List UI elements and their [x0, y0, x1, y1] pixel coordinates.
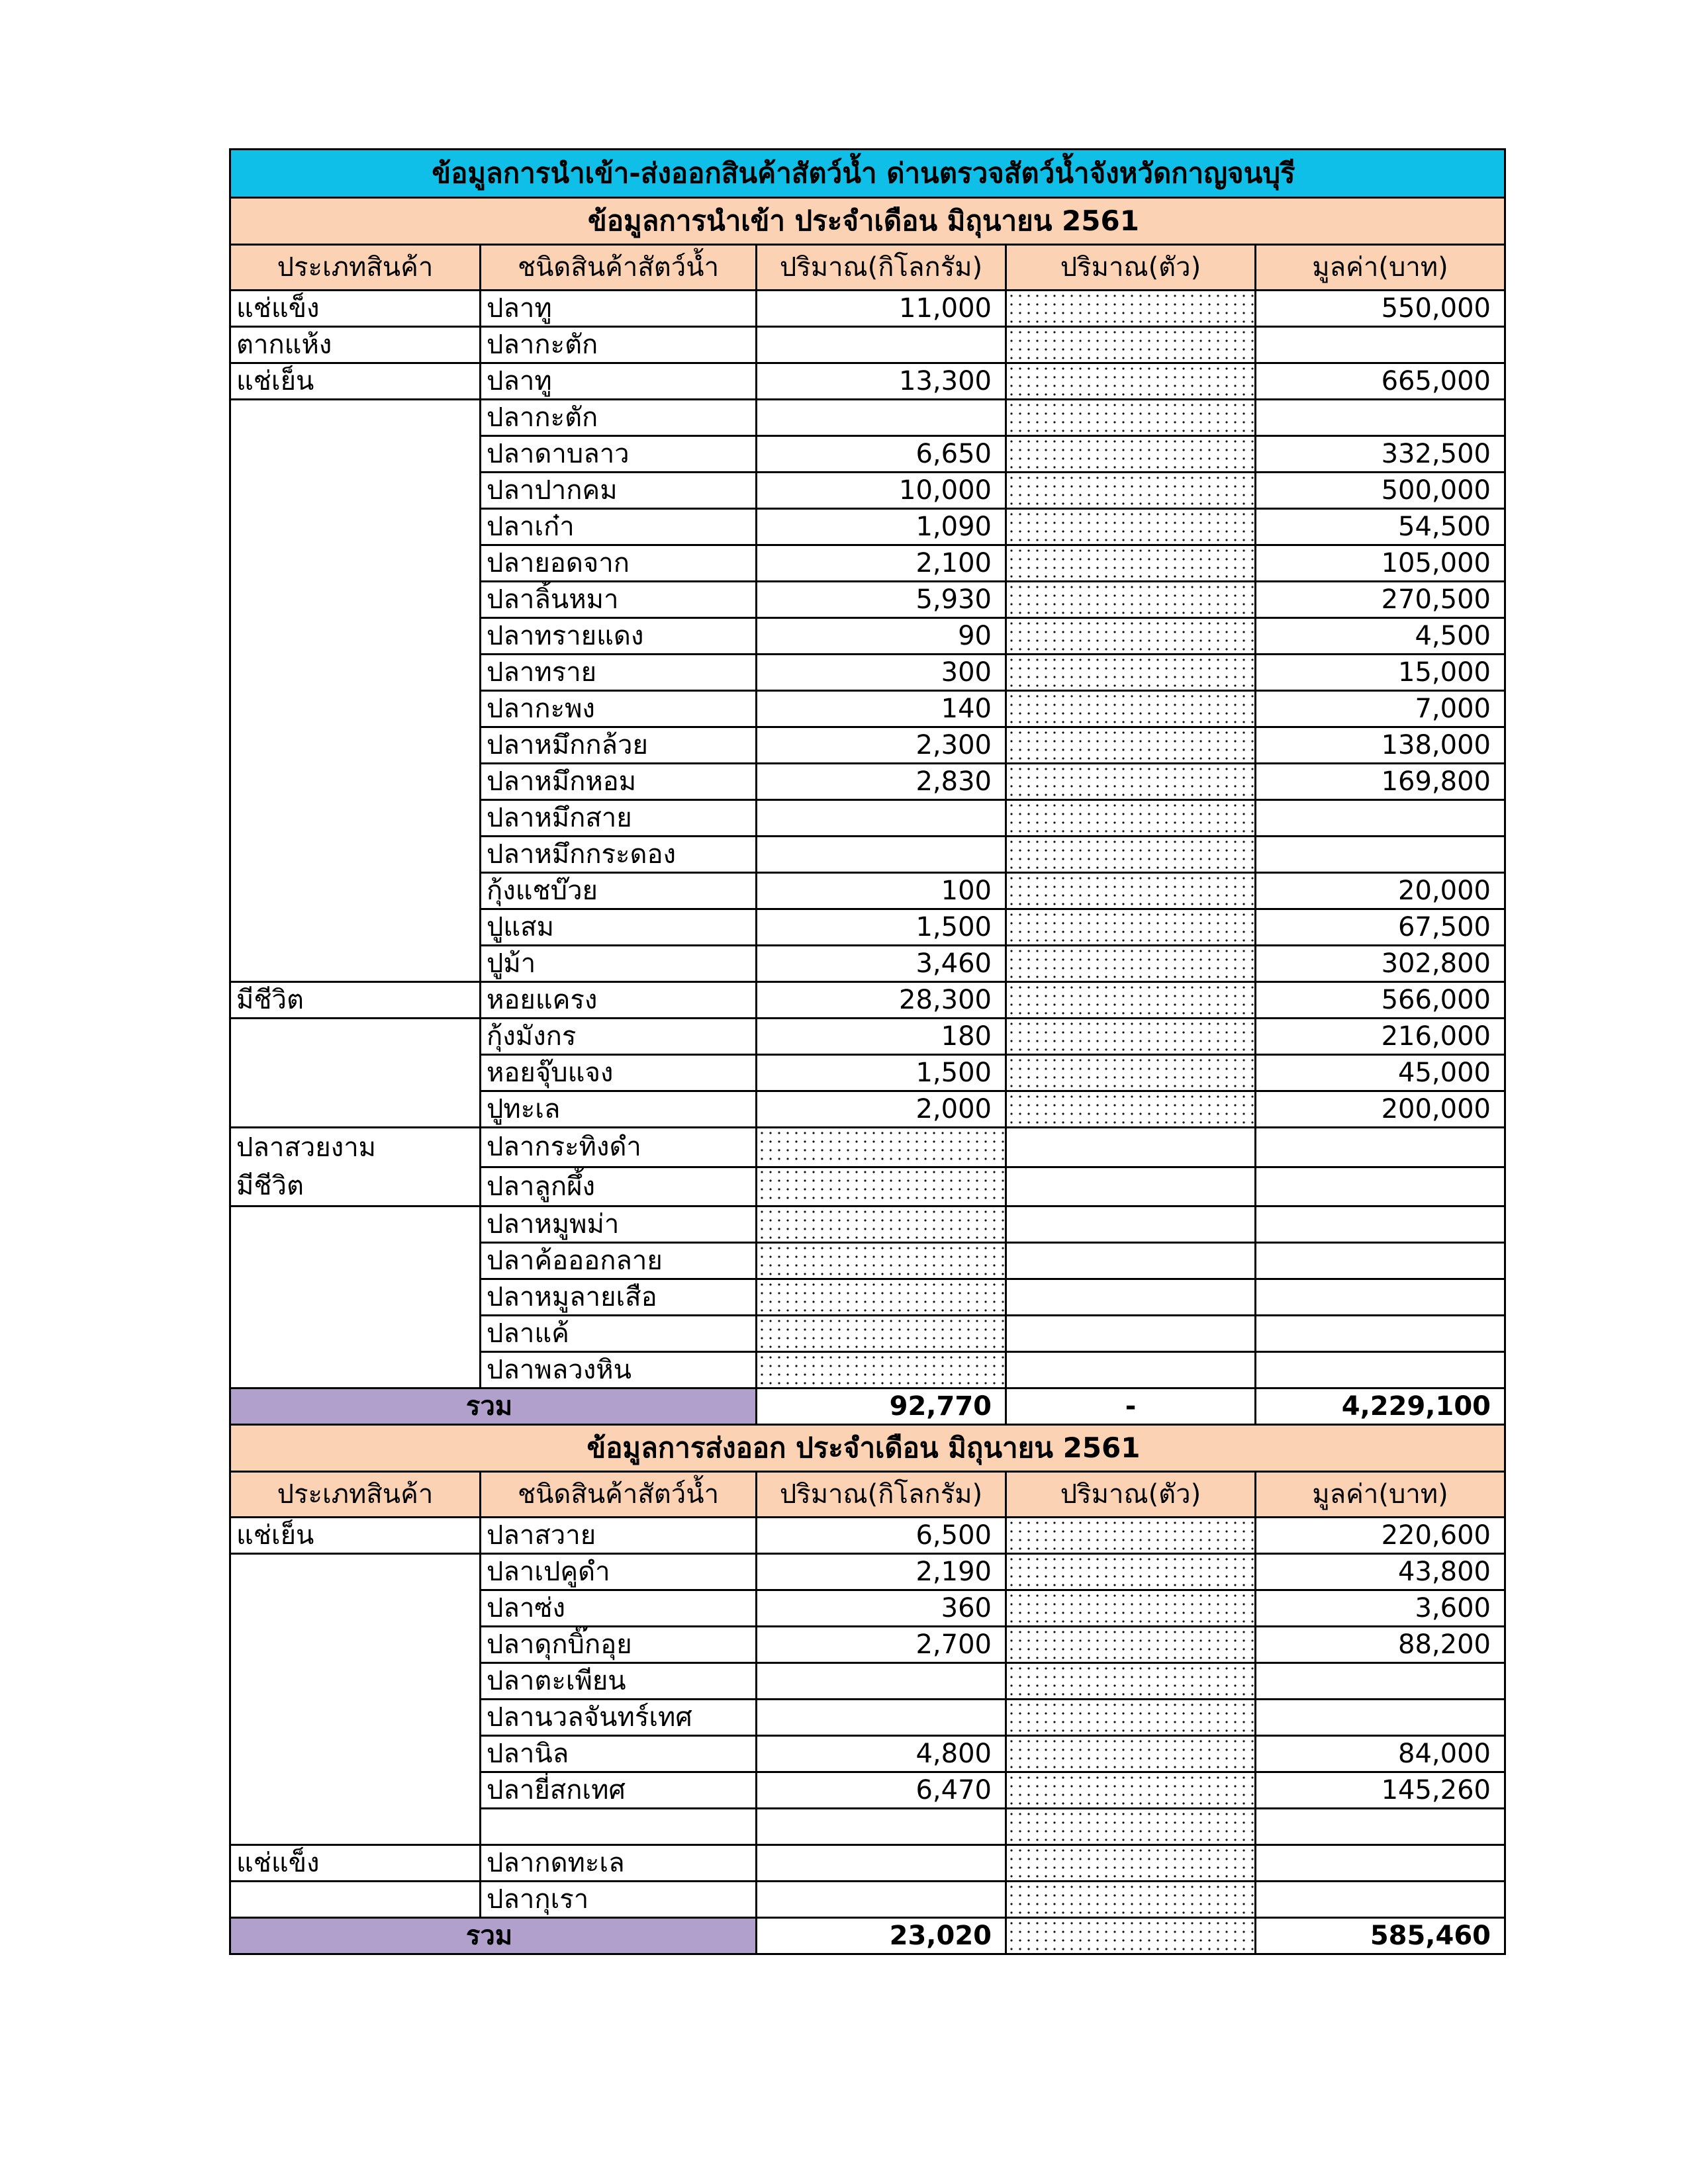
import-column-header-4: ปริมาณ(ตัว)	[1006, 245, 1256, 291]
export-product-name: ปลานิล	[481, 1736, 757, 1772]
import-quantity-pieces-shaded	[1006, 982, 1256, 1019]
export-category-cell: แช่แข็ง	[230, 1845, 481, 1882]
export-column-header-5: มูลค่า(บาท)	[1256, 1472, 1505, 1518]
export-value-baht: 88,200	[1256, 1627, 1505, 1663]
import-value-baht: 566,000	[1256, 982, 1505, 1019]
export-product-name: ปลาสวาย	[481, 1518, 757, 1554]
import-quantity-pieces-shaded	[1006, 545, 1256, 582]
import-quantity-kg: 180	[757, 1019, 1006, 1055]
export-total-kg: 23,020	[757, 1918, 1006, 1954]
import-total-pieces: -	[1006, 1388, 1256, 1425]
import-quantity-kg	[757, 800, 1006, 837]
import-product-name: ปลากะตัก	[481, 327, 757, 363]
import-category-cell	[230, 400, 481, 982]
import-quantity-pieces-shaded	[1006, 727, 1256, 764]
import-product-name: ปลาแค้	[481, 1316, 757, 1352]
export-product-name: ปลาตะเพียน	[481, 1663, 757, 1700]
import-value-baht	[1256, 1206, 1505, 1243]
report-sheet	[229, 148, 1504, 1955]
import-total-label: รวม	[230, 1388, 757, 1425]
import-value-baht	[1256, 1316, 1505, 1352]
import-section-row	[230, 198, 1505, 245]
export-quantity-kg	[757, 1700, 1006, 1736]
import-value-baht: 550,000	[1256, 291, 1505, 327]
export-quantity-pieces-shaded	[1006, 1772, 1256, 1809]
import-product-name: ปูแสม	[481, 909, 757, 946]
export-product-name: ปลาดุกบิ๊กอุย	[481, 1627, 757, 1663]
import-value-baht	[1256, 400, 1505, 436]
import-quantity-kg-shaded	[757, 1243, 1006, 1279]
export-quantity-pieces-shaded	[1006, 1736, 1256, 1772]
export-quantity-pieces-shaded	[1006, 1627, 1256, 1663]
import-value-baht: 45,000	[1256, 1055, 1505, 1091]
import-quantity-pieces-shaded	[1006, 909, 1256, 946]
export-product-name: ปลาซ่ง	[481, 1590, 757, 1627]
import-product-name: ปลากะพง	[481, 691, 757, 727]
import-quantity-kg-shaded	[757, 1352, 1006, 1388]
import-product-name: ปลาทู	[481, 291, 757, 327]
import-product-name: ปลาหมึกสาย	[481, 800, 757, 837]
import-quantity-pieces	[1006, 1243, 1256, 1279]
import-quantity-pieces-shaded	[1006, 473, 1256, 509]
export-total-value: 585,460	[1256, 1918, 1505, 1954]
import-header-row	[230, 245, 1505, 291]
import-product-name: ปูม้า	[481, 946, 757, 982]
import-value-baht: 665,000	[1256, 363, 1505, 400]
export-quantity-pieces-shaded	[1006, 1554, 1256, 1590]
import-column-header-1: ประเภทสินค้า	[230, 245, 481, 291]
import-quantity-pieces	[1006, 1352, 1256, 1388]
import-section-title: ข้อมูลการนำเข้า ประจำเดือน มิถุนายน 2561	[230, 198, 1505, 245]
export-section-title: ข้อมูลการส่งออก ประจำเดือน มิถุนายน 2561	[230, 1425, 1505, 1472]
import-product-name: ปลาหมูลายเสือ	[481, 1279, 757, 1316]
import-table-row	[230, 1019, 1505, 1055]
import-value-baht: 302,800	[1256, 946, 1505, 982]
import-quantity-pieces	[1006, 1167, 1256, 1206]
import-category-cell: แช่เย็น	[230, 363, 481, 400]
export-quantity-kg: 360	[757, 1590, 1006, 1627]
import-value-baht: 500,000	[1256, 473, 1505, 509]
import-product-name: ปลาลิ้นหมา	[481, 582, 757, 618]
report-table	[229, 148, 1506, 1955]
import-quantity-pieces-shaded	[1006, 1019, 1256, 1055]
export-product-name	[481, 1809, 757, 1845]
export-value-baht: 145,260	[1256, 1772, 1505, 1809]
import-quantity-kg: 6,650	[757, 436, 1006, 473]
import-quantity-pieces	[1006, 1128, 1256, 1167]
import-product-name: ปลาทู	[481, 363, 757, 400]
export-total-label: รวม	[230, 1918, 757, 1954]
import-value-baht: 169,800	[1256, 764, 1505, 800]
import-quantity-pieces	[1006, 1316, 1256, 1352]
import-quantity-pieces-shaded	[1006, 400, 1256, 436]
import-ornamental-row	[230, 1206, 1505, 1243]
export-value-baht: 3,600	[1256, 1590, 1505, 1627]
import-category-cell	[230, 1019, 481, 1128]
import-quantity-kg	[757, 400, 1006, 436]
export-value-baht: 43,800	[1256, 1554, 1505, 1590]
export-quantity-kg	[757, 1663, 1006, 1700]
import-product-name: ปลากระทิงดำ	[481, 1128, 757, 1167]
import-quantity-kg: 28,300	[757, 982, 1006, 1019]
import-value-baht	[1256, 1279, 1505, 1316]
export-column-header-1: ประเภทสินค้า	[230, 1472, 481, 1518]
export-quantity-kg	[757, 1845, 1006, 1882]
import-product-name: ปลาหมูพม่า	[481, 1206, 757, 1243]
export-category-cell	[230, 1554, 481, 1845]
export-value-baht	[1256, 1882, 1505, 1918]
import-table-row	[230, 363, 1505, 400]
import-value-baht: 138,000	[1256, 727, 1505, 764]
export-value-baht	[1256, 1663, 1505, 1700]
import-quantity-kg: 11,000	[757, 291, 1006, 327]
import-value-baht: 332,500	[1256, 436, 1505, 473]
import-quantity-pieces	[1006, 1279, 1256, 1316]
export-table-row	[230, 1554, 1505, 1590]
import-quantity-pieces-shaded	[1006, 946, 1256, 982]
import-quantity-kg: 2,000	[757, 1091, 1006, 1128]
export-table-row	[230, 1518, 1505, 1554]
export-column-header-4: ปริมาณ(ตัว)	[1006, 1472, 1256, 1518]
import-quantity-pieces-shaded	[1006, 363, 1256, 400]
import-quantity-kg: 90	[757, 618, 1006, 655]
import-column-header-3: ปริมาณ(กิโลกรัม)	[757, 245, 1006, 291]
export-category-cell: แช่เย็น	[230, 1518, 481, 1554]
export-column-header-3: ปริมาณ(กิโลกรัม)	[757, 1472, 1006, 1518]
import-quantity-kg-shaded	[757, 1316, 1006, 1352]
import-quantity-kg-shaded	[757, 1167, 1006, 1206]
import-category-cell	[230, 1206, 481, 1388]
import-quantity-pieces	[1006, 1206, 1256, 1243]
import-quantity-kg: 13,300	[757, 363, 1006, 400]
import-value-baht	[1256, 800, 1505, 837]
import-total-kg: 92,770	[757, 1388, 1006, 1425]
import-quantity-pieces-shaded	[1006, 1055, 1256, 1091]
import-value-baht: 7,000	[1256, 691, 1505, 727]
import-value-baht: 15,000	[1256, 655, 1505, 691]
import-table-row	[230, 982, 1505, 1019]
import-quantity-kg: 1,500	[757, 909, 1006, 946]
export-section-row	[230, 1425, 1505, 1472]
import-value-baht	[1256, 1352, 1505, 1388]
import-product-name: หอยจุ๊บแจง	[481, 1055, 757, 1091]
import-category-cell: มีชีวิต	[230, 982, 481, 1019]
import-table-row	[230, 291, 1505, 327]
import-product-name: ปลาหมึกหอม	[481, 764, 757, 800]
import-category-ornamental: ปลาสวยงาม มีชีวิต	[230, 1128, 481, 1206]
export-table-row	[230, 1882, 1505, 1918]
import-value-baht: 216,000	[1256, 1019, 1505, 1055]
export-quantity-pieces-shaded	[1006, 1845, 1256, 1882]
export-quantity-pieces-shaded	[1006, 1590, 1256, 1627]
import-table-row	[230, 327, 1505, 363]
import-quantity-pieces-shaded	[1006, 873, 1256, 909]
export-quantity-kg: 6,470	[757, 1772, 1006, 1809]
import-quantity-kg-shaded	[757, 1128, 1006, 1167]
export-product-name: ปลานวลจันทร์เทศ	[481, 1700, 757, 1736]
import-quantity-kg: 2,830	[757, 764, 1006, 800]
import-quantity-kg: 140	[757, 691, 1006, 727]
import-quantity-kg: 5,930	[757, 582, 1006, 618]
import-product-name: ปูทะเล	[481, 1091, 757, 1128]
import-quantity-kg	[757, 837, 1006, 873]
export-value-baht	[1256, 1809, 1505, 1845]
import-product-name: ปลาดาบลาว	[481, 436, 757, 473]
import-quantity-pieces-shaded	[1006, 1091, 1256, 1128]
import-quantity-pieces-shaded	[1006, 291, 1256, 327]
import-value-baht: 4,500	[1256, 618, 1505, 655]
export-product-name: ปลากุเรา	[481, 1882, 757, 1918]
export-total-pieces-shaded	[1006, 1918, 1256, 1954]
import-category-cell: ตากแห้ง	[230, 327, 481, 363]
import-value-baht	[1256, 1128, 1505, 1167]
export-quantity-kg: 6,500	[757, 1518, 1006, 1554]
import-quantity-pieces-shaded	[1006, 691, 1256, 727]
import-quantity-kg	[757, 327, 1006, 363]
import-quantity-pieces-shaded	[1006, 436, 1256, 473]
export-value-baht	[1256, 1700, 1505, 1736]
export-product-name: ปลายี่สกเทศ	[481, 1772, 757, 1809]
import-product-name: หอยแครง	[481, 982, 757, 1019]
import-quantity-kg: 2,300	[757, 727, 1006, 764]
import-product-name: กุ้งแชบ๊วย	[481, 873, 757, 909]
import-quantity-kg: 1,500	[757, 1055, 1006, 1091]
export-quantity-pieces-shaded	[1006, 1882, 1256, 1918]
import-product-name: ปลาลูกผึ้ง	[481, 1167, 757, 1206]
import-product-name: ปลาทรายแดง	[481, 618, 757, 655]
export-quantity-pieces-shaded	[1006, 1518, 1256, 1554]
export-category-cell	[230, 1882, 481, 1918]
import-product-name: ปลาทราย	[481, 655, 757, 691]
import-product-name: ปลาพลวงหิน	[481, 1352, 757, 1388]
import-value-baht	[1256, 327, 1505, 363]
import-value-baht: 67,500	[1256, 909, 1505, 946]
import-product-name: ปลายอดจาก	[481, 545, 757, 582]
import-quantity-pieces-shaded	[1006, 837, 1256, 873]
import-value-baht: 105,000	[1256, 545, 1505, 582]
report-table-body	[230, 150, 1505, 1954]
import-quantity-pieces-shaded	[1006, 327, 1256, 363]
import-value-baht: 54,500	[1256, 509, 1505, 545]
export-table-row	[230, 1845, 1505, 1882]
import-value-baht	[1256, 1243, 1505, 1279]
import-value-baht	[1256, 837, 1505, 873]
import-total-row	[230, 1388, 1505, 1425]
export-quantity-pieces-shaded	[1006, 1700, 1256, 1736]
import-product-name: ปลาหมึกกล้วย	[481, 727, 757, 764]
import-value-baht: 200,000	[1256, 1091, 1505, 1128]
import-value-baht	[1256, 1167, 1505, 1206]
export-quantity-pieces-shaded	[1006, 1663, 1256, 1700]
import-quantity-pieces-shaded	[1006, 618, 1256, 655]
export-total-row	[230, 1918, 1505, 1954]
import-ornamental-row	[230, 1128, 1505, 1167]
export-quantity-kg: 4,800	[757, 1736, 1006, 1772]
import-column-header-2: ชนิดสินค้าสัตว์น้ำ	[481, 245, 757, 291]
export-quantity-kg: 2,190	[757, 1554, 1006, 1590]
import-product-name: กุ้งมังกร	[481, 1019, 757, 1055]
import-category-cell: แช่แข็ง	[230, 291, 481, 327]
import-quantity-kg: 10,000	[757, 473, 1006, 509]
export-product-name: ปลากดทะเล	[481, 1845, 757, 1882]
export-column-header-2: ชนิดสินค้าสัตว์น้ำ	[481, 1472, 757, 1518]
import-quantity-kg-shaded	[757, 1279, 1006, 1316]
export-quantity-pieces-shaded	[1006, 1809, 1256, 1845]
import-quantity-pieces-shaded	[1006, 655, 1256, 691]
import-quantity-kg: 300	[757, 655, 1006, 691]
import-value-baht: 270,500	[1256, 582, 1505, 618]
export-value-baht	[1256, 1845, 1505, 1882]
import-value-baht: 20,000	[1256, 873, 1505, 909]
export-header-row	[230, 1472, 1505, 1518]
import-quantity-kg: 3,460	[757, 946, 1006, 982]
import-quantity-kg: 100	[757, 873, 1006, 909]
import-product-name: ปลาหมึกกระดอง	[481, 837, 757, 873]
import-quantity-pieces-shaded	[1006, 509, 1256, 545]
report-title: ข้อมูลการนำเข้า-ส่งออกสินค้าสัตว์น้ำ ด่านตรวจสัตว์น้ำจังหวัดกาญจนบุรี	[230, 150, 1505, 198]
report-title-row	[230, 150, 1505, 198]
import-product-name: ปลากะตัก	[481, 400, 757, 436]
import-table-row	[230, 400, 1505, 436]
import-product-name: ปลาเก๋า	[481, 509, 757, 545]
export-value-baht: 220,600	[1256, 1518, 1505, 1554]
export-value-baht: 84,000	[1256, 1736, 1505, 1772]
import-quantity-pieces-shaded	[1006, 764, 1256, 800]
import-quantity-kg: 1,090	[757, 509, 1006, 545]
export-quantity-kg	[757, 1809, 1006, 1845]
import-quantity-kg-shaded	[757, 1206, 1006, 1243]
export-product-name: ปลาเปคูดำ	[481, 1554, 757, 1590]
import-quantity-kg: 2,100	[757, 545, 1006, 582]
import-column-header-5: มูลค่า(บาท)	[1256, 245, 1505, 291]
import-product-name: ปลาค้อออกลาย	[481, 1243, 757, 1279]
import-quantity-pieces-shaded	[1006, 582, 1256, 618]
export-quantity-kg	[757, 1882, 1006, 1918]
export-quantity-kg: 2,700	[757, 1627, 1006, 1663]
import-quantity-pieces-shaded	[1006, 800, 1256, 837]
import-product-name: ปลาปากคม	[481, 473, 757, 509]
import-total-value: 4,229,100	[1256, 1388, 1505, 1425]
